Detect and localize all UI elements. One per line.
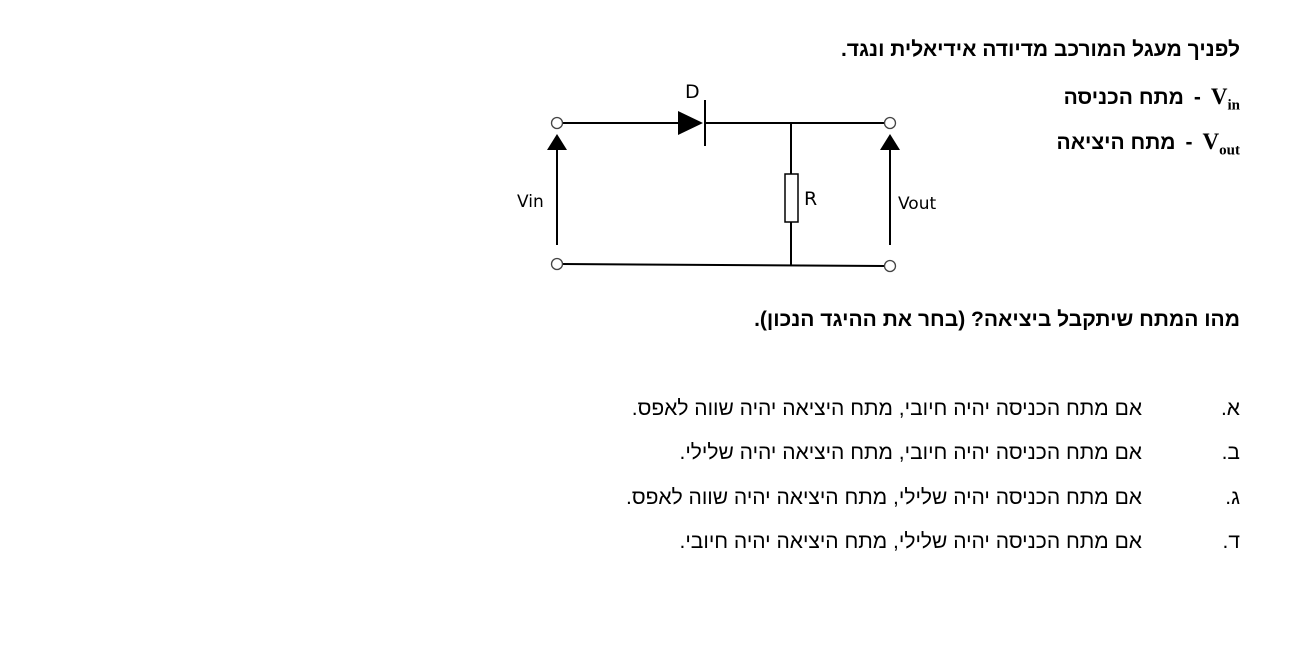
vin-symbol — [1211, 84, 1240, 115]
vout-label: Vout — [898, 194, 937, 214]
option-b-letter: ב. — [1221, 441, 1240, 464]
option-a[interactable] — [632, 397, 1240, 421]
vin-dash: - — [1193, 86, 1201, 109]
output-terminal-top — [885, 118, 896, 129]
option-a-letter: א. — [1220, 397, 1240, 420]
option-d-text: אם מתח הכניסה יהיה שלילי, מתח היציאה יהיה חיובי. — [679, 530, 1142, 553]
vout-description: מתח היציאה — [1056, 131, 1176, 154]
vout-symbol-main: V — [1202, 129, 1220, 154]
bottom-wire — [562, 264, 884, 266]
option-b[interactable] — [680, 441, 1240, 465]
option-a-text: אם מתח הכניסה יהיה חיובי, מתח היציאה יהיה שווה לאפס. — [631, 397, 1142, 420]
option-c-letter: ג. — [1225, 486, 1240, 509]
vout-symbol — [1203, 129, 1240, 160]
output-terminal-bottom — [885, 261, 896, 272]
resistor-symbol — [785, 174, 798, 222]
vin-symbol-main: V — [1210, 84, 1228, 109]
option-c-text: אם מתח הכניסה יהיה שלילי, מתח היציאה יהיה שווה לאפס. — [625, 486, 1142, 509]
vin-label: Vin — [517, 192, 544, 212]
question-text: מהו המתח שיתקבל ביציאה? (בחר את ההיגד הנכון). — [754, 308, 1240, 331]
option-c[interactable] — [626, 486, 1240, 510]
vin-description: מתח הכניסה — [1063, 86, 1184, 109]
diode-label: D — [685, 81, 700, 103]
option-b-text: אם מתח הכניסה יהיה חיובי, מתח היציאה יהיה שלילי. — [679, 441, 1142, 464]
diode-symbol — [678, 111, 703, 135]
circuit-diagram — [510, 76, 950, 281]
vout-symbol-sub: out — [1219, 142, 1240, 159]
input-terminal-bottom — [552, 259, 563, 270]
resistor-label: R — [804, 188, 818, 210]
intro-text: לפניך מעגל המורכב מדיודה אידיאלית ונגד. — [840, 38, 1240, 61]
definition-vin — [1064, 84, 1240, 115]
option-d[interactable] — [680, 530, 1240, 554]
definition-vout — [1057, 129, 1241, 160]
vout-dash: - — [1185, 131, 1193, 154]
input-terminal-top — [552, 118, 563, 129]
vin-symbol-sub: in — [1227, 97, 1240, 114]
option-d-letter: ד. — [1222, 530, 1240, 553]
